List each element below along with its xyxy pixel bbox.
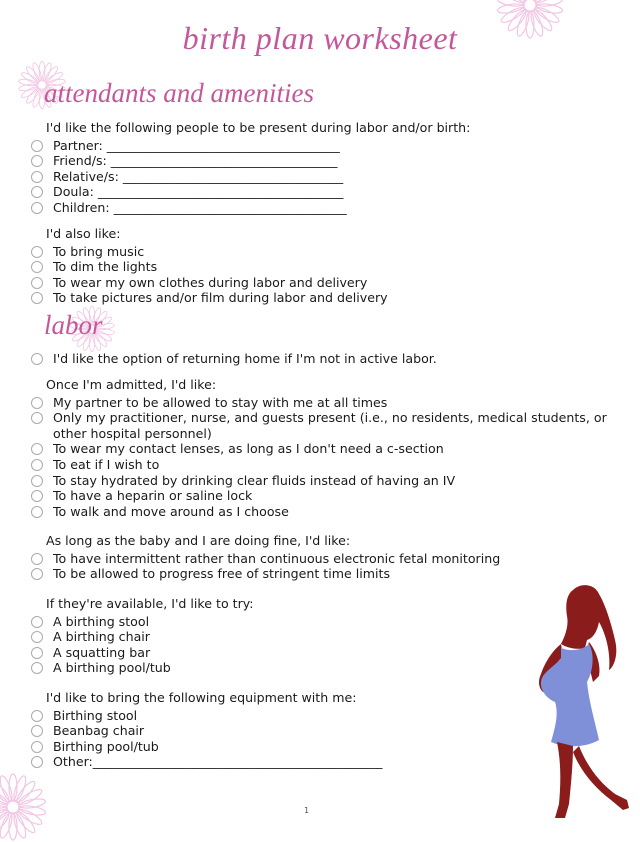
checklist-item-label: A birthing stool — [53, 613, 150, 629]
checklist-item[interactable] — [30, 395, 620, 411]
radio-button[interactable] — [31, 277, 43, 289]
radio-button[interactable] — [31, 756, 43, 768]
radio-button[interactable] — [31, 725, 43, 737]
radio-button[interactable] — [31, 443, 43, 455]
checklist-item-label: Friend/s: ____________________________________ — [53, 153, 338, 169]
checklist-item[interactable] — [30, 410, 620, 441]
radio-button[interactable] — [31, 412, 43, 424]
checklist-item-label: Birthing pool/tub — [53, 738, 159, 754]
checklist-item[interactable] — [30, 259, 620, 275]
checklist-item-label: To take pictures and/or film during labor and delivery — [53, 290, 388, 306]
checklist-item-label: To be allowed to progress free of stringent time limits — [53, 566, 391, 582]
checklist-item-label: To stay hydrated by drinking clear fluids instead of having an IV — [53, 472, 456, 488]
checklist-item[interactable] — [30, 244, 620, 260]
radio-button[interactable] — [31, 186, 43, 198]
radio-button[interactable] — [31, 662, 43, 674]
checklist-item[interactable] — [30, 184, 620, 200]
group-intro: I'd like the following people to be present during labor and/or birth: — [46, 120, 471, 135]
radio-button[interactable] — [31, 261, 43, 273]
checklist-item[interactable] — [30, 457, 620, 473]
checklist-item-label: To dim the lights — [53, 259, 158, 275]
checklist-item-label: I'd like the option of returning home if I'm not in active labor. — [53, 351, 437, 366]
checklist-item[interactable] — [30, 200, 620, 216]
attendants-people-group — [30, 120, 620, 216]
checklist-item[interactable] — [30, 488, 620, 504]
checklist-item-label: Birthing stool — [53, 707, 138, 723]
checklist-item-label: Children: _____________________________________ — [53, 199, 347, 215]
labor-return-home-group — [30, 351, 620, 367]
radio-button[interactable] — [31, 397, 43, 409]
radio-button[interactable] — [31, 647, 43, 659]
radio-button[interactable] — [31, 202, 43, 214]
checklist-item-label: To walk and move around as I choose — [53, 503, 289, 519]
radio-button[interactable] — [31, 140, 43, 152]
checklist-item-label: To have intermittent rather than continuous electronic fetal monitoring — [53, 550, 501, 566]
radio-button[interactable] — [31, 475, 43, 487]
radio-button[interactable] — [31, 459, 43, 471]
radio-button[interactable] — [31, 616, 43, 628]
radio-button[interactable] — [31, 353, 43, 365]
checklist-item-label: A birthing chair — [53, 629, 150, 645]
checklist-item[interactable] — [30, 351, 620, 367]
radio-button[interactable] — [31, 710, 43, 722]
checklist-item-label: Partner: _____________________________________ — [53, 137, 340, 153]
checklist-item-label: My partner to be allowed to stay with me at all times — [53, 394, 388, 410]
checklist-item[interactable] — [30, 551, 620, 567]
radio-button[interactable] — [31, 553, 43, 565]
checklist-item-label: A birthing pool/tub — [53, 660, 171, 676]
checklist-item-label: Beanbag chair — [53, 723, 145, 739]
attendants-amenities-group — [30, 226, 620, 306]
radio-button[interactable] — [31, 631, 43, 643]
radio-button[interactable] — [31, 246, 43, 258]
group-intro: Once I'm admitted, I'd like: — [46, 377, 217, 392]
checklist-item[interactable] — [30, 473, 620, 489]
group-intro: I'd also like: — [46, 226, 121, 241]
checklist-item[interactable] — [30, 153, 620, 169]
radio-button[interactable] — [31, 490, 43, 502]
flower-decoration-bottom-left — [0, 772, 48, 842]
page-number: 1 — [304, 806, 310, 815]
page-title: birth plan worksheet — [182, 20, 458, 56]
checklist-item[interactable] — [30, 290, 620, 306]
radio-button[interactable] — [31, 292, 43, 304]
radio-button[interactable] — [31, 171, 43, 183]
checklist-item-label: To have a heparin or saline lock — [53, 488, 253, 504]
checklist-item[interactable] — [30, 169, 620, 185]
section-heading-attendants: attendants and amenities — [44, 78, 314, 108]
radio-button[interactable] — [31, 741, 43, 753]
checklist-item-label: To wear my own clothes during labor and delivery — [53, 274, 368, 290]
radio-button[interactable] — [31, 506, 43, 518]
checklist-item[interactable] — [30, 275, 620, 291]
group-intro: If they're available, I'd like to try: — [46, 596, 254, 611]
checklist-item-label: Only my practitioner, nurse, and guests present (i.e., no residents, medical students, or other hospital personnel) — [53, 410, 607, 441]
checklist-item-label: To eat if I wish to — [53, 456, 160, 472]
checklist-item-label: Doula: _______________________________________ — [53, 184, 344, 200]
radio-button[interactable] — [31, 568, 43, 580]
checklist-item[interactable] — [30, 441, 620, 457]
pregnant-woman-silhouette — [515, 582, 635, 822]
checklist-item-label: To bring music — [53, 243, 145, 259]
labor-monitoring-group — [30, 533, 620, 582]
labor-admitted-group — [30, 377, 620, 519]
checklist-item-label: Other:______________________________________________ — [53, 754, 383, 770]
group-intro: I'd like to bring the following equipment with me: — [46, 690, 357, 705]
checklist-item[interactable] — [30, 504, 620, 520]
checklist-item[interactable] — [30, 138, 620, 154]
radio-button[interactable] — [31, 155, 43, 167]
checklist-item-label: To wear my contact lenses, as long as I don't need a c-section — [53, 441, 444, 457]
checklist-item[interactable] — [30, 566, 620, 582]
checklist-item-label: Relative/s: ___________________________________ — [53, 168, 344, 184]
checklist-item-label: A squatting bar — [53, 644, 151, 660]
section-heading-labor: labor — [44, 310, 103, 340]
group-intro: As long as the baby and I are doing fine, I'd like: — [46, 533, 351, 548]
